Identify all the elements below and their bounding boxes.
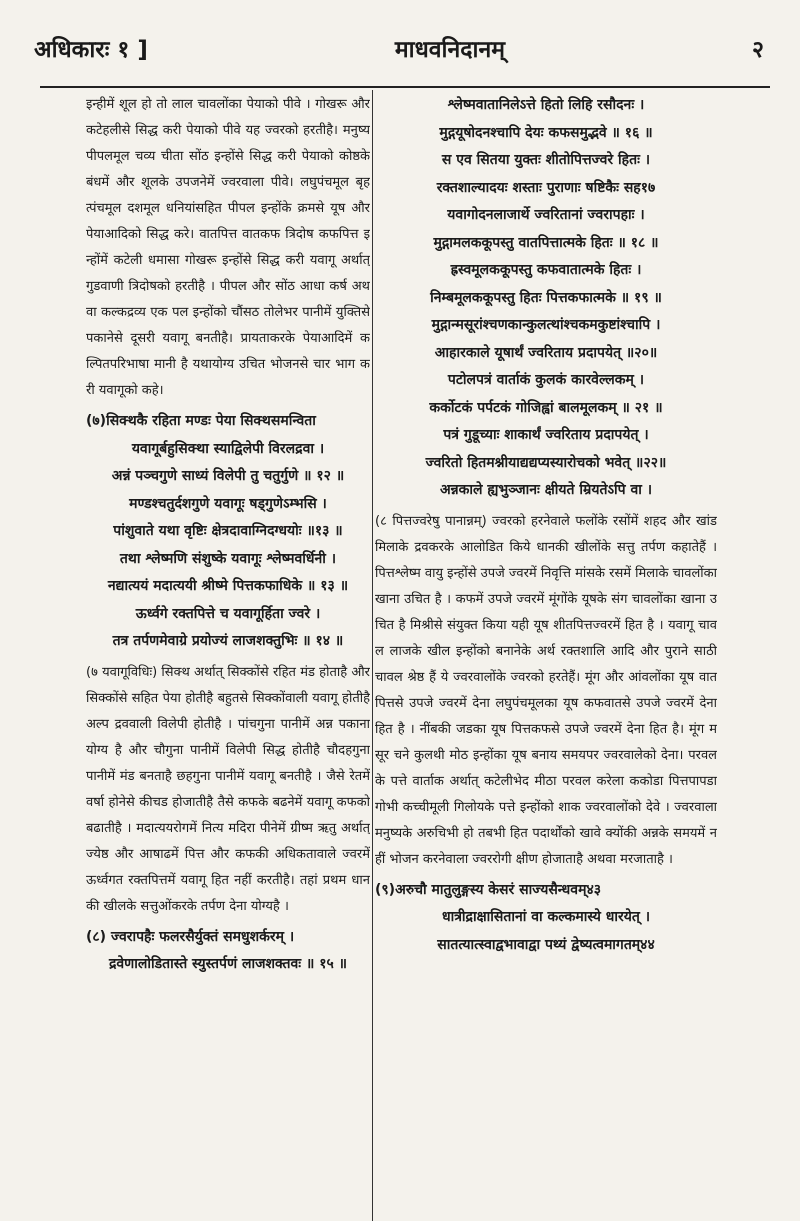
verse-line: मण्डश्चतुर्दशगुणे यवागूः षड्गुणेऽम्भसि । (129, 495, 327, 512)
verse-line: पटोलपत्रं वार्ताकं कुलकं कारवेल्लकम् । (447, 372, 645, 388)
verse-line: (९)अरुचौ मातुलुङ्गस्य केसरं साज्यसैन्धवम्४३ (375, 881, 602, 898)
verse-line: तत्र तर्पणमेवाग्रे प्रयोज्यं लाजशक्तुभिः ॥ १४ ॥ (112, 633, 344, 649)
verse-line: अन्नकाले ह्यभुञ्जानः क्षीयते म्रियतेऽपि वा । (439, 482, 653, 498)
verse-line: कर्कोटकं पर्पटकं गोजिह्वां बालमूलकम् ॥ २१ ॥ (429, 399, 663, 416)
verse-line: सातत्यात्स्वाद्वभावाद्वा पथ्यं द्वेष्यत्वमागतम्४४ (437, 936, 655, 953)
commentary-paragraph: (८ पित्तज्वरेषु पानान्नम्) ज्वरको हरनेवाले फलोंके रसोंमें शहद और खांड मिलाके द्रवकरके आलोडित किये धानकी खीलोंके सत्तु तर्पण कहातेहैं । पित्तश्लेष्म वायु इन्होंसे उपजे ज्वरमें निवृत्ति मांसके रसमें मिलाके चावलोंका खाना उचित है । कफमें उपजे ज्वरमें मूंगोंके यूषके संग चावलोंका खाना उचित है मिश्रीसे संयुक्त किया यही यूष शीतपित्तज्वरमें हित है । यवागू चावल लाजके खील इन्होंको बनानेके अर्थ रक्तशालि आदि और पुराने साठी चावल श्रेष्ठ हैं ये ज्वरवालोंके ज्वरको हरतेहैं। मूंग और आंवलोंका यूष वातपित्तसे उपजे ज्वरमें देना लघुपंचमूलका यूष कफवातसे उपजे ज्वरमें देना हित है । नींबकी जडका यूष पित्तकफसे उपजे ज्वरमें देना हित है। मूंग मसूर चने कुलथी मोठ इन्होंका यूष बनाय समयपर ज्वरवालेको देना। परवलके पत्ते वार्ताक अर्थात् कटेलीभेद मीठा परवल करेला ककोडा पित्तपापडा गोभी कच्चीमूली गिलोयके पत्ते इन्होंको शाक ज्वरवालोंको देवे । ज्वरवाला मनुष्यके अरुचिभी हो तबभी हित पदार्थोंको खावे क्योंकी अन्नके समयमें नहीं भोजन करनेवाला ज्वररोगी क्षीण होजाताहै अथवा मरजाताहै । (375, 513, 717, 867)
verse-line: (८) ज्वरापहैः फलरसैर्युक्तं समधुशर्करम् । (86, 928, 295, 945)
verse-line: रक्तशाल्यादयः शस्ताः पुराणाः षष्टिकैः सह१७ (436, 179, 656, 196)
verse-line: पांशुवाते यथा वृष्टिः क्षेत्रदावाग्निदग्धयोः ॥१३ ॥ (113, 523, 343, 539)
verse-line: मुद्गामलककूपस्तु वातपित्तात्मके हितः ॥ १८ ॥ (433, 234, 659, 251)
verse-line: नद्यात्ययं मदात्ययी श्रीष्मे पित्तकफाधिके ॥ १३ ॥ (107, 578, 349, 594)
left-column (86, 92, 370, 1220)
commentary-paragraph: (७ यवागूविधिः) सिक्थ अर्थात् सिक्कोंसे रहित मंड होताहै और सिक्कोंसे सहित पेया होतीहै बहुतसे सिक्कोंवाली यवागू होतीहै अल्प द्रववाली विलेपी होतीहै । पांचगुना पानीमें अन्न पकाना योग्य है और चौगुना पानीमें विलेपी सिद्ध होतीहै चौदहगुना पानीमें मंड बनताहै छहगुना पानीमें यवागू बनतीहै । जैसे रेतमें वर्षा होनेसे कीचड होजातीहै तैसे कफके बढनेमें यवागू कफको बढातीहै । मदात्ययरोगमें नित्य मदिरा पीनेमें ग्रीष्म ऋतु अर्थात् ज्येष्ठ और आषाढमें पित्त और कफकी अधिकतावाले ज्वरमें ऊर्ध्वगत रक्तपित्तमें यवागू हित नहीं करतीहै। तहां प्रथम धानकी खीलके सत्तुओंकरके तर्पण देना योग्यहै । (86, 664, 370, 914)
verse-line: पत्रं गुडूच्याः शाकार्थं ज्वरिताय प्रदापयेत् । (443, 427, 649, 443)
header-rule (40, 86, 770, 88)
verse-line: द्रवेणालोडितास्ते स्युस्तर्पणं लाजशक्तवः ॥ १५ ॥ (108, 956, 348, 972)
verse-line: निम्बमूलककूपस्तु हितः पित्तकफात्मके ॥ १९ ॥ (430, 289, 662, 306)
verse-line: श्लेष्मवातानिलेऽत्ते हितो लिहि रसौदनः । (447, 97, 645, 113)
verse-line: अन्नं पञ्चगुणे साध्यं विलेपी तु चतुर्गुणे ॥ १२ ॥ (111, 468, 345, 484)
verse-line: ऊर्ध्वगे रक्तपित्ते च यवागूर्हिता ज्वरे । (135, 605, 321, 622)
verse-line: स एव सितया युक्तः शीतोपित्तज्वरे हितः । (441, 152, 651, 168)
verse-line: मुद्गान्मसूरांश्चणकान्कुलत्थांश्चकमकुष्टांश्चापि । (431, 317, 661, 333)
verse-line: मुद्गयूषोदनश्चापि देयः कफसमुद्भवे ॥ १६ ॥ (439, 124, 653, 141)
commentary-paragraph: इन्हीमें शूल हो तो लाल चावलोंका पेयाको पीवे । गोखरू और कटेहलीसे सिद्ध करी पेयाको पीवे यह ज्वरको हरतीहै। मनुष्य पीपलमूल चव्य चीता सोंठ इन्होंसे सिद्ध करी पेयाको कोष्ठके बंधमें और शूलके उपजनेमें ज्वरवाला पीवे। लघुपंचमूल बृहत्पंचमूल दशमूल धनियांसहित पीपल इन्होंके क्रमसे यूष और पेयाआदिको सिद्ध करे। वातपित्त वातकफ त्रिदोष कफपित्त इन्होंमें कटेली धमासा गोखरू इन्होंसे सिद्ध करी यवागू अर्थात् गुडवाणी त्रिदोषको हरतीहै । पीपल और सोंठ आधा कर्ष अथवा कल्कद्रव्य एक पल इन्होंको चौंसठ तोलेभर पानीमें युक्तिसे पकानेसे दूसरी यवागू बनतीहै। प्रायताकरके पेयाआदिमें कल्पितपरिभाषा मानी है यथायोग्य उचित भोजनसे चार भाग करी यवागूको कहे। (86, 97, 370, 398)
chapter-marker: अधिकारः १ ] (34, 37, 148, 63)
verse-line: तथा श्लेष्मणि संशुष्के यवागूः श्लेष्मवर्धिनी । (119, 550, 337, 567)
verse-heading: (७)सिक्थकै रहिता मण्डः पेया सिक्थसमन्विता (86, 413, 316, 429)
verse-line: ह्रस्वमूलककूपस्तु कफवातात्मके हितः । (450, 262, 642, 278)
page-number: २ (752, 37, 764, 63)
verse-line: यवागूर्बहुसिक्था स्याद्विलेपी विरलद्रवा । (131, 440, 325, 457)
verse-line: धात्रीद्राक्षासितानां वा कल्कमास्ये धारयेत् । (441, 909, 651, 925)
book-title: माधवनिदानम् (394, 37, 505, 63)
page-header (34, 28, 764, 68)
verse-line: ज्वरितो हितमश्नीयाद्यद्यप्यस्यारोचको भवेत् ॥२२॥ (425, 454, 667, 471)
column-divider (372, 90, 373, 1221)
right-column (375, 92, 717, 1220)
verse-line: आहारकाले यूषार्थं ज्वरिताय प्रदापयेत् ॥२०॥ (434, 344, 658, 361)
verse-line: यवागोदनलाजार्थे ज्वरितानां ज्वरापहाः । (447, 207, 645, 223)
